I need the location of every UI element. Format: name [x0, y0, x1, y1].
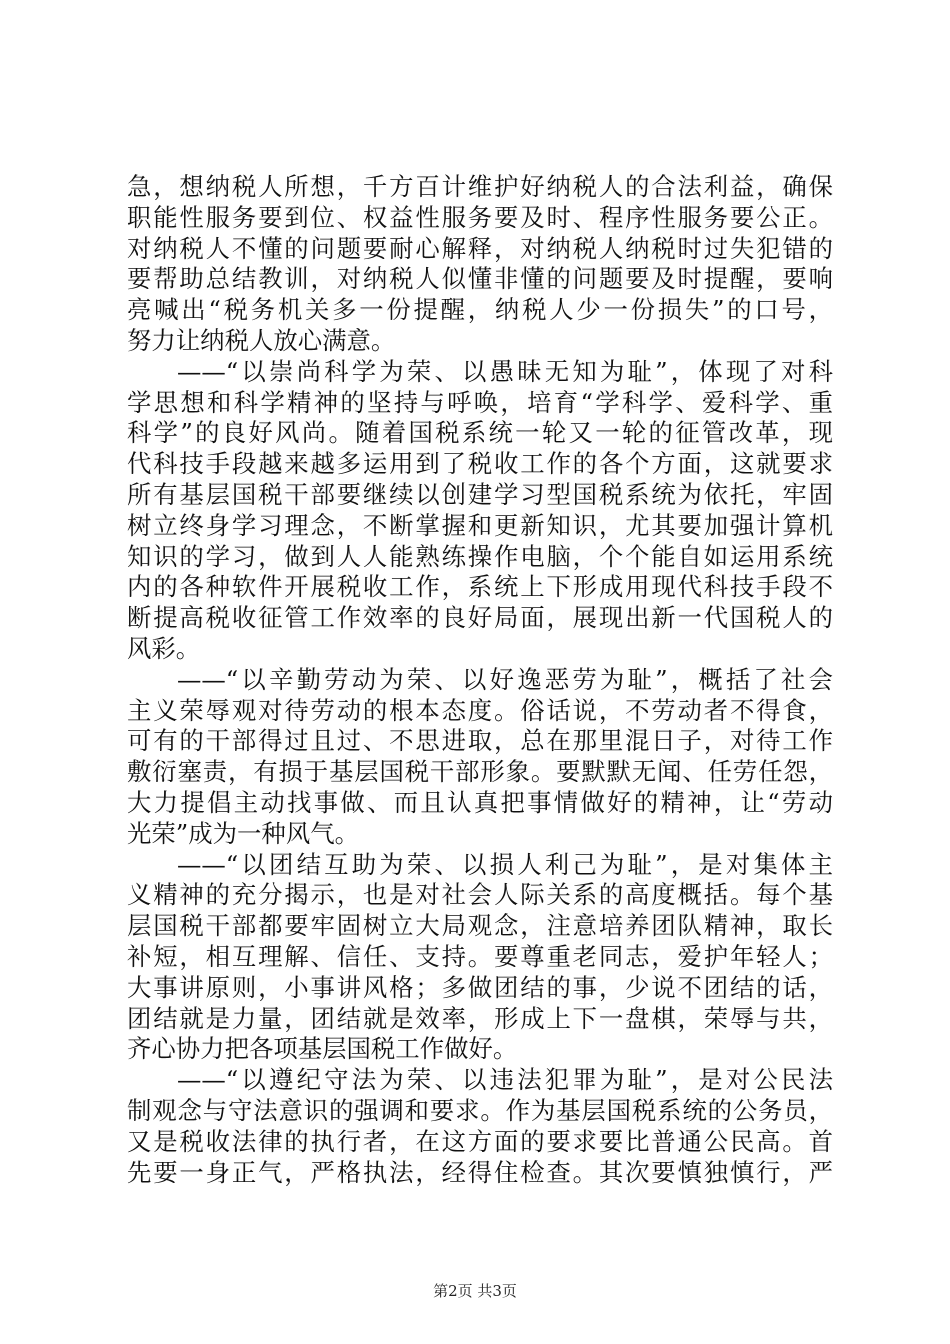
- text-line: ——“以团结互助为荣、以损人利己为耻”，是对集体主: [177, 849, 833, 879]
- text-line: 代科技手段越来越多运用到了税收工作的各个方面，这就要求: [127, 449, 833, 479]
- text-line: 所有基层国税干部要继续以创建学习型国税系统为依托，牢固: [127, 479, 833, 509]
- document-body: [127, 172, 833, 1188]
- text-line: 对纳税人不懂的问题要耐心解释，对纳税人纳税时过失犯错的: [127, 233, 833, 263]
- text-line: 制观念与守法意识的强调和要求。作为基层国税系统的公务员，: [127, 1095, 833, 1125]
- text-line: 要帮助总结教训，对纳税人似懂非懂的问题要及时提醒，要响: [127, 264, 833, 294]
- text-line: 敷衍塞责，有损于基层国税干部形象。要默默无闻、任劳任怨，: [127, 757, 833, 787]
- text-line: 内的各种软件开展税收工作，系统上下形成用现代科技手段不: [127, 572, 833, 602]
- text-line: ——“以遵纪守法为荣、以违法犯罪为耻”，是对公民法: [177, 1065, 833, 1095]
- text-line: 职能性服务要到位、权益性服务要及时、程序性服务要公正。: [127, 202, 833, 232]
- text-line: 亮喊出“税务机关多一份提醒，纳税人少一份损失”的口号，: [127, 295, 833, 325]
- text-line: 努力让纳税人放心满意。: [127, 325, 396, 355]
- text-line: 团结就是力量，团结就是效率，形成上下一盘棋，荣辱与共，: [127, 1003, 833, 1033]
- text-line: 大力提倡主动找事做、而且认真把事情做好的精神，让“劳动: [127, 787, 833, 817]
- text-line: 风彩。: [127, 633, 201, 663]
- text-line: 补短，相互理解、信任、支持。要尊重老同志，爱护年轻人；: [127, 941, 833, 971]
- text-line: 义精神的充分揭示，也是对社会人际关系的高度概括。每个基: [127, 880, 833, 910]
- text-line: 树立终身学习理念，不断掌握和更新知识，尤其要加强计算机: [127, 510, 833, 540]
- text-line: ——“以崇尚科学为荣、以愚昧无知为耻”，体现了对科: [177, 356, 833, 386]
- text-line: ——“以辛勤劳动为荣、以好逸恶劳为耻”，概括了社会: [177, 664, 833, 694]
- text-line: 断提高税收征管工作效率的良好局面，展现出新一代国税人的: [127, 603, 833, 633]
- text-line: 又是税收法律的执行者，在这方面的要求要比普通公民高。首: [127, 1126, 833, 1156]
- text-line: 急，想纳税人所想，千方百计维护好纳税人的合法利益，确保: [127, 172, 833, 201]
- text-line: 齐心协力把各项基层国税工作做好。: [127, 1034, 518, 1064]
- text-line: 学思想和科学精神的坚持与呼唤，培育“学科学、爱科学、重: [127, 387, 833, 417]
- text-line: 可有的干部得过且过、不思进取，总在那里混日子，对待工作: [127, 726, 833, 756]
- text-line: 光荣”成为一种风气。: [127, 818, 359, 848]
- text-line: 大事讲原则，小事讲风格；多做团结的事，少说不团结的话，: [127, 972, 833, 1002]
- text-line: 层国税干部都要牢固树立大局观念，注意培养团队精神，取长: [127, 911, 833, 941]
- text-line: 先要一身正气，严格执法，经得住检查。其次要慎独慎行，严: [127, 1157, 833, 1187]
- page-footer: 第2页 共3页: [433, 1282, 517, 1300]
- text-line: 主义荣辱观对待劳动的根本态度。俗话说，不劳动者不得食，: [127, 695, 833, 725]
- text-line: 知识的学习，做到人人能熟练操作电脑，个个能自如运用系统: [127, 541, 833, 571]
- text-line: 科学”的良好风尚。随着国税系统一轮又一轮的征管改革，现: [127, 418, 833, 448]
